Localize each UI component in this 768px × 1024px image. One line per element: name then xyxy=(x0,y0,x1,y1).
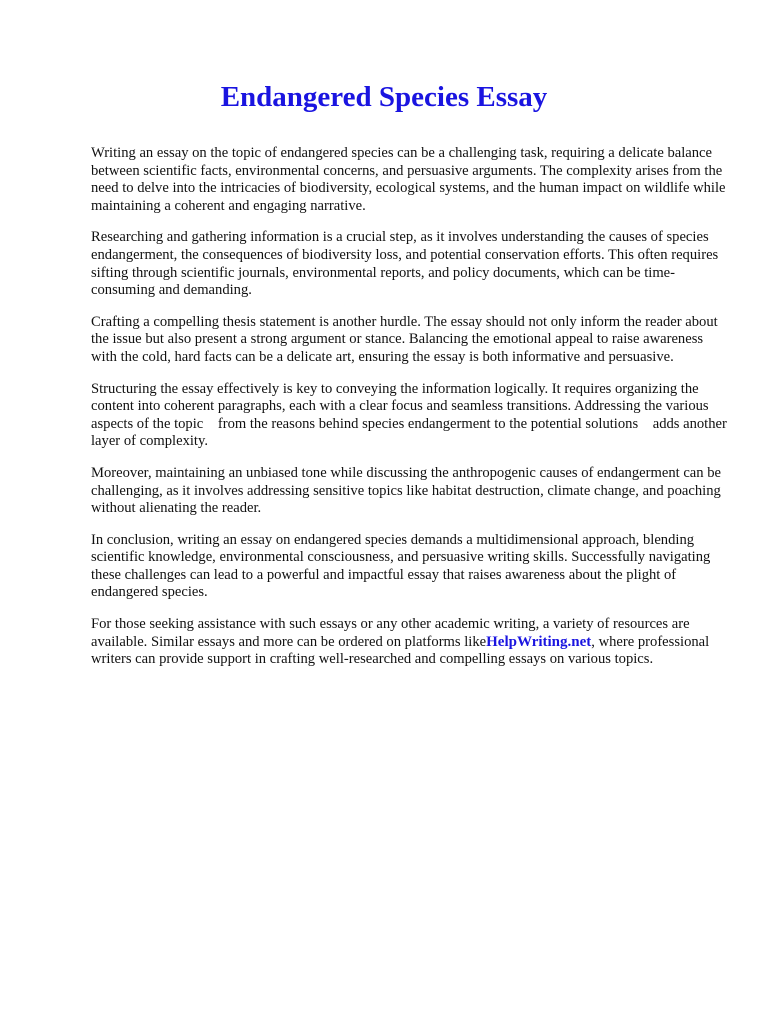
paragraph-research: Researching and gathering information is a crucial step, as it involves understanding the causes of species endangerment, the consequences of biodiversity loss, and potential conservation efforts. This often requires sifting through scientific journals, environmental reports, and policy documents, which can be time-consuming and demanding. xyxy=(91,229,719,299)
page-title: Endangered Species Essay xyxy=(220,81,548,113)
paragraph-intro: Writing an essay on the topic of endangered species can be a challenging task, requiring a delicate balance between scientific facts, environmental concerns, and persuasive arguments. The complexity arises from the need to delve into the intricacies of biodiversity, ecological systems, and the human impact on wildlife while maintaining a coherent and engaging narrative. xyxy=(91,145,726,214)
helpwriting-link[interactable]: HelpWriting.net xyxy=(486,633,592,650)
paragraph-thesis: Crafting a compelling thesis statement is another hurdle. The essay should not only inform the reader about the issue but also present a strong argument or stance. Balancing the emotional appeal to raise awareness with the cold, hard facts can be a delicate art, ensuring the essay is both informative and persuasive. xyxy=(91,313,718,365)
paragraph-structure: Structuring the essay effectively is key to conveying the information logically. It requires organizing the content into coherent paragraphs, each with a clear focus and seamless transitions. Addressing the various aspects of the topic from the reasons behind species endangerment to the potential solutions adds another layer of complexity. xyxy=(91,380,727,450)
paragraph-resources xyxy=(91,616,731,669)
paragraph-tone: Moreover, maintaining an unbiased tone while discussing the anthropogenic causes of endangerment can be challenging, as it involves addressing sensitive topics like habitat destruction, climate change, and poaching without alienating the reader. xyxy=(91,464,721,517)
resources-text-after-link: , where professional writers can provide support in crafting well-researched and compelling essays on various topics. xyxy=(91,633,710,668)
essay-body xyxy=(91,145,731,683)
paragraph-conclusion: In conclusion, writing an essay on endangered species demands a multidimensional approach, blending scientific knowledge, environmental consciousness, and persuasive writing skills. Successfully navigating these challenges can lead to a powerful and impactful essay that raises awareness about the plight of endangered species. xyxy=(91,531,711,601)
resources-text-before-link: For those seeking assistance with such essays or any other academic writing, a variety of resources are available. Similar essays and more can be ordered on platforms like xyxy=(91,616,690,650)
